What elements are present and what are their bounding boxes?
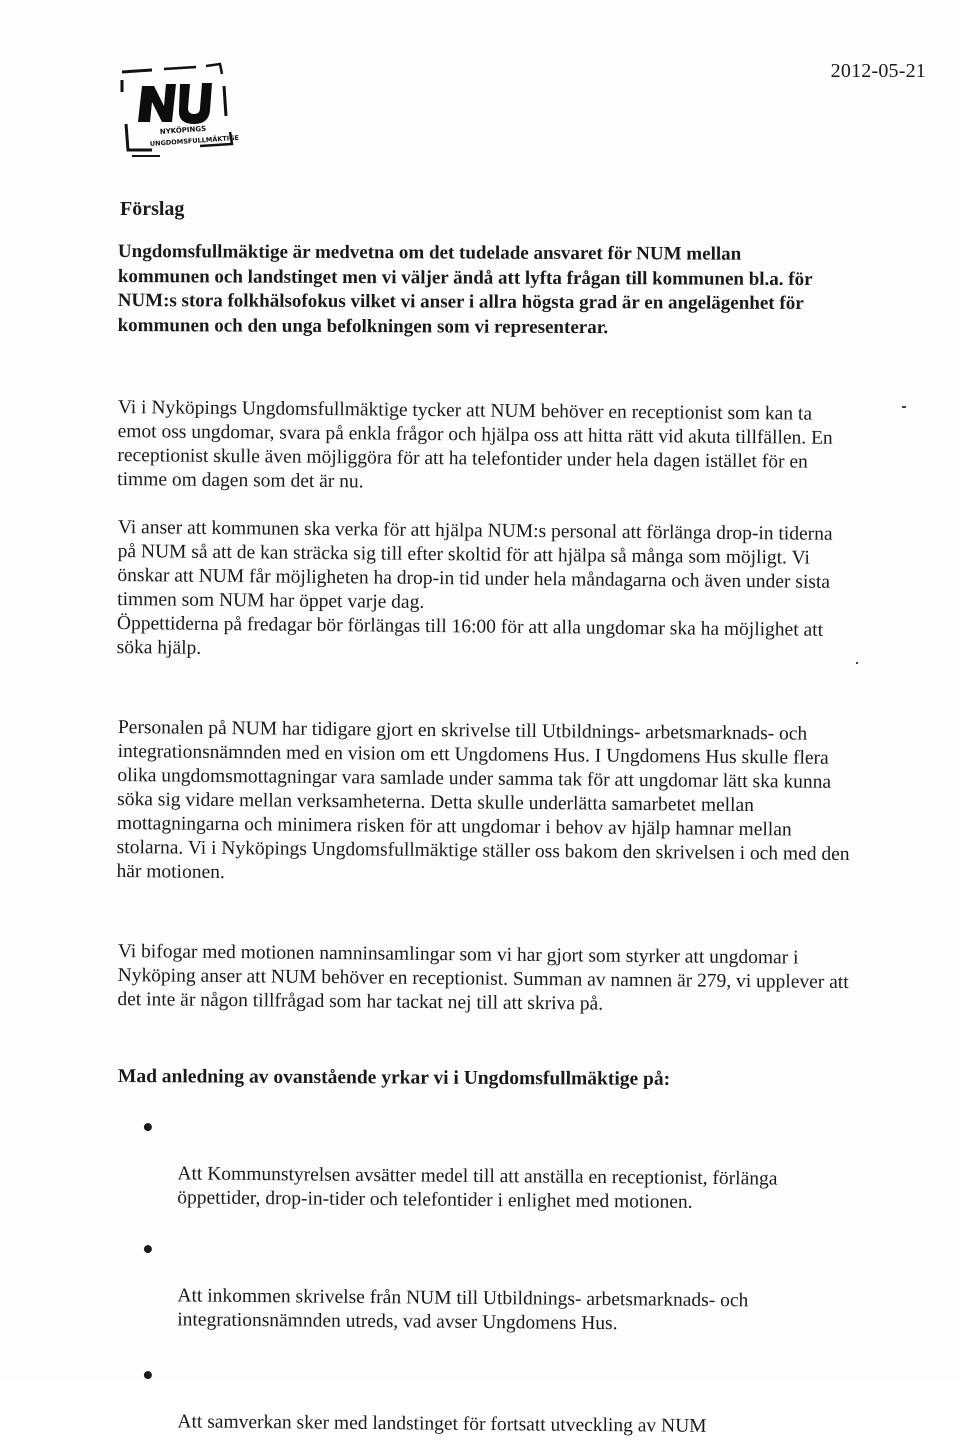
logo-subtitle-line-2: UNGDOMSFULLMÄKTIGE (149, 133, 240, 148)
list-item-text: Att inkommen skrivelse från NUM till Utbildnings- arbetsmarknads- och integrationsnämnden utreds, vad avser Ungdomens Hus. (177, 1285, 749, 1335)
paragraph-receptionist: Vi i Nyköpings Ungdomsfullmäktige tycker att NUM behöver en receptionist som kan ta emot oss ungdomar, svara på enkla frågor och hjälpa oss att hitta rätt vid akuta tillfällen. En receptionist skulle även möjliggöra för att ha telefontider under hela dagen istället för en timme om dagen som det är nu. (117, 396, 833, 493)
list-item (139, 1362, 900, 1441)
intro-paragraph: Ungdomsfullmäktige är medvetna om det tudelade ansvaret för NUM mellan kommunen och landstinget men vi väljer ändå att lyfta frågan till kommunen bl.a. för NUM:s stora folkhälsofokus vilket vi anser i allra högsta grad är en angelägenhet för kommunen och den unga befolkningen som vi representerar. (117, 240, 813, 338)
paragraph-ungdomens-hus: Personalen på NUM har tidigare gjort en skrivelse till Utbildnings- arbetsmarknads- och integrationsnämnden med en vision om ett Ungdomens Hus. I Ungdomens Hus skulle flera olika ungdomsmottagningar vara samlade under samma tak för att ungdomar lätt ska kunna söka sig vidare mellan verksamheterna. Detta skulle underlätta samarbetet mellan mottagningarna och minimera risken för att ungdomar i behov av hjälp hamnar mellan stolarna. Vi i Nyköpings Ungdomsfullmäktige ställer oss bakom den skrivelsen i och med den här motionen. (116, 716, 850, 884)
list-item-text: Att Kommunstyrelsen avsätter medel till att anställa en receptionist, förlänga öppettider, drop-in-tider och telefontider i enlighet med motionen. (177, 1163, 778, 1213)
section-heading: Förslag (120, 198, 185, 220)
paragraph-namninsamling: Vi bifogar med motionen namninsamlingar som vi har gjort som styrker att ungdomar i Nyköping anser att NUM behöver en receptionist. Summan av namnen är 279, vi upplever att det inte är någon tillfrågad som har tackat nej till att skriva på. (117, 940, 849, 1015)
bullet-icon (144, 1371, 152, 1379)
nu-logo (112, 58, 240, 166)
scan-speck (902, 406, 906, 408)
list-item (139, 1236, 900, 1339)
scan-speck (856, 662, 858, 664)
bullet-icon (144, 1245, 152, 1253)
list-item-text: Att samverkan sker med landstinget för fortsatt utveckling av NUM (177, 1411, 707, 1437)
paragraph-drop-in: Vi anser att kommunen ska verka för att hjälpa NUM:s personal att förlänga drop-in tiderna på NUM så att de kan sträcka sig till efter skoltid för att hjälpa så många som möjligt. Vi önskar att NUM får möjligheten ha drop-in tid under hela måndagarna och även under sista timmen som NUM har öppet varje dag. Öppettiderna på fredagar bör förlängas till 16:00 för att alla ungdomar ska ha möjlighet att söka hjälp. (116, 516, 833, 659)
yrkar-heading: Mad anledning av ovanstående yrkar vi i Ungdomsfullmäktige på: (117, 1066, 671, 1090)
list-item (139, 1114, 900, 1217)
logo-subtitle-line-1: NYKÖPINGS (159, 124, 207, 136)
document-date: 2012-05-21 (830, 60, 926, 82)
logo-letters (138, 83, 212, 124)
bullet-icon (144, 1123, 152, 1131)
demands-list (140, 1114, 900, 1437)
